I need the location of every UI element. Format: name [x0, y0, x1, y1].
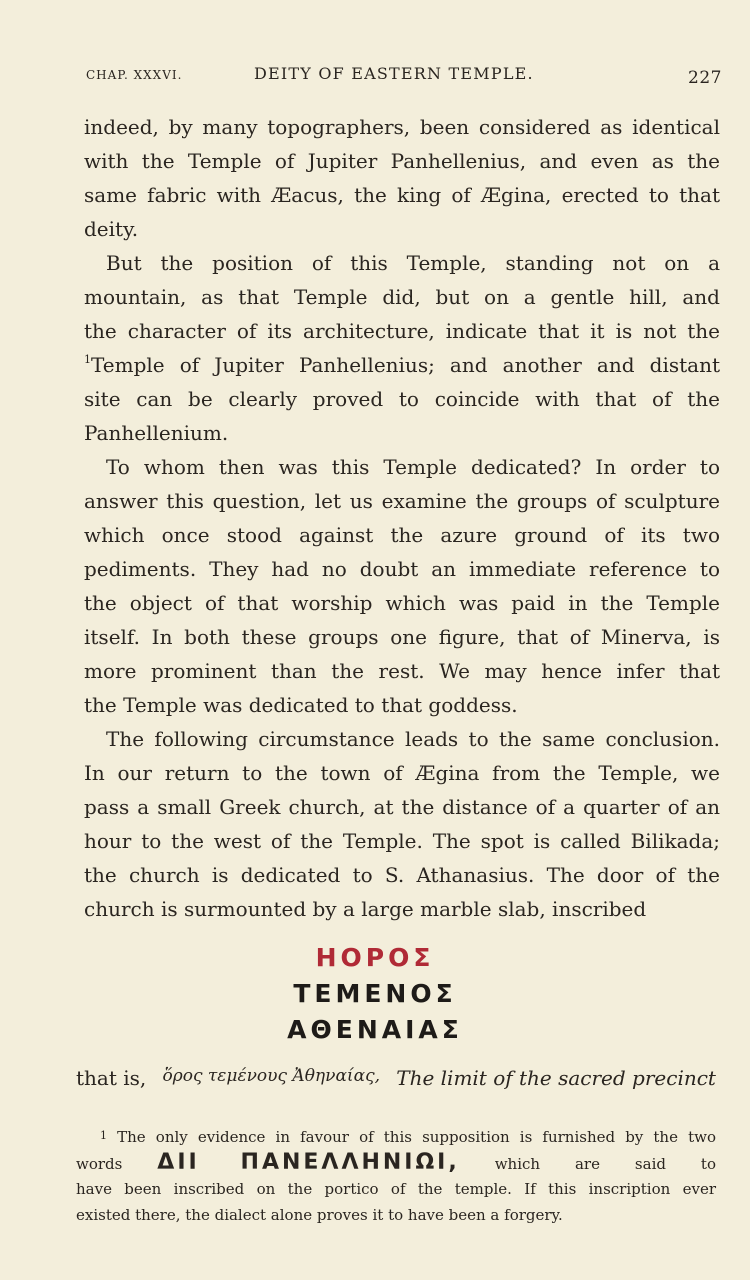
- inscription-line-atheneias: ΑΘΕΝΑΙΑΣ: [287, 1015, 463, 1044]
- text-line: indeed, by many topographers, been considered as identical: [84, 115, 720, 139]
- text-line: the character of its architecture, indicate that it is not the: [84, 319, 720, 343]
- text-line: pediments. They had no doubt an immediate reference to: [84, 557, 720, 581]
- text-line: site can be clearly proved to coincide with that of the: [84, 387, 720, 411]
- text-line: same fabric with Æacus, the king of Ægina, erected to that: [84, 183, 720, 207]
- text-line: pass a small Greek church, at the distance of a quarter of an: [84, 795, 720, 819]
- text-line: hour to the west of the Temple. The spot is called Bilikada;: [84, 829, 720, 853]
- text-line: more prominent than the rest. We may hence infer that: [84, 659, 720, 683]
- inscription-line-temenos: ΤΕΜΕΝΟΣ: [293, 979, 457, 1008]
- text-line-content: Temple of Jupiter Panhellenius; and another and distant: [91, 353, 720, 377]
- chapter-label: CHAP. XXXVI.: [86, 68, 183, 82]
- text-line: deity.: [84, 217, 139, 241]
- footnote-text: which are said to: [494, 1155, 716, 1173]
- text-line: But the position of this Temple, standing not on a: [106, 251, 720, 275]
- text-line: answer this question, let us examine the groups of sculpture: [84, 489, 720, 513]
- greek-inscription: [0, 940, 750, 1048]
- text-line: itself. In both these groups one figure, that of Minerva, is: [84, 625, 720, 649]
- text-line: the Temple was dedicated to that goddess.: [84, 693, 518, 717]
- main-text: [84, 110, 720, 926]
- text-line: In our return to the town of Ægina from the Temple, we: [84, 761, 720, 785]
- translation-greek: ὅρος τεμένους Ἀθηναίας,: [162, 1066, 380, 1086]
- translation-english: The limit of the sacred precinct: [396, 1066, 716, 1090]
- translation-line: [76, 1066, 716, 1090]
- footnote: [76, 1124, 716, 1228]
- text-line: the church is dedicated to S. Athanasius. The door of the: [84, 863, 720, 887]
- text-line: which once stood against the azure ground of its two: [84, 523, 720, 547]
- footnote-greek-inscription: ΔΙΙ ΠΑΝΕΛΛΗΝΙΩΙ,: [157, 1150, 460, 1175]
- footnote-text: words: [76, 1155, 123, 1173]
- inscription-line-horos: ΗΟΡΟΣ: [315, 943, 435, 972]
- text-line: the object of that worship which was paid in the Temple: [84, 591, 720, 615]
- footnote-line: have been inscribed on the portico of the temple. If this inscription ever: [76, 1180, 716, 1198]
- footnote-line: [76, 1124, 716, 1150]
- text-line: The following circumstance leads to the same conclusion.: [106, 727, 720, 751]
- text-line: To whom then was this Temple dedicated? In order to: [106, 455, 720, 479]
- text-line: Panhellenium.: [84, 421, 229, 445]
- footnote-marker: 1: [100, 1129, 107, 1142]
- footnote-line-content: The only evidence in favour of this supposition is furnished by the two: [117, 1128, 716, 1146]
- text-line: mountain, as that Temple did, but on a gentle hill, and: [84, 285, 720, 309]
- translation-lead: that is,: [76, 1066, 147, 1090]
- text-line: church is surmounted by a large marble slab, inscribed: [84, 897, 647, 921]
- text-line-with-note: [84, 348, 720, 382]
- page-number: 227: [688, 68, 722, 88]
- footnote-line-with-greek: [76, 1150, 716, 1176]
- footnote-line: existed there, the dialect alone proves it to have been a forgery.: [76, 1206, 563, 1224]
- text-line: with the Temple of Jupiter Panhellenius, and even as the: [84, 149, 720, 173]
- footnote-reference: 1: [84, 353, 91, 366]
- running-title: DEITY OF EASTERN TEMPLE.: [254, 64, 534, 83]
